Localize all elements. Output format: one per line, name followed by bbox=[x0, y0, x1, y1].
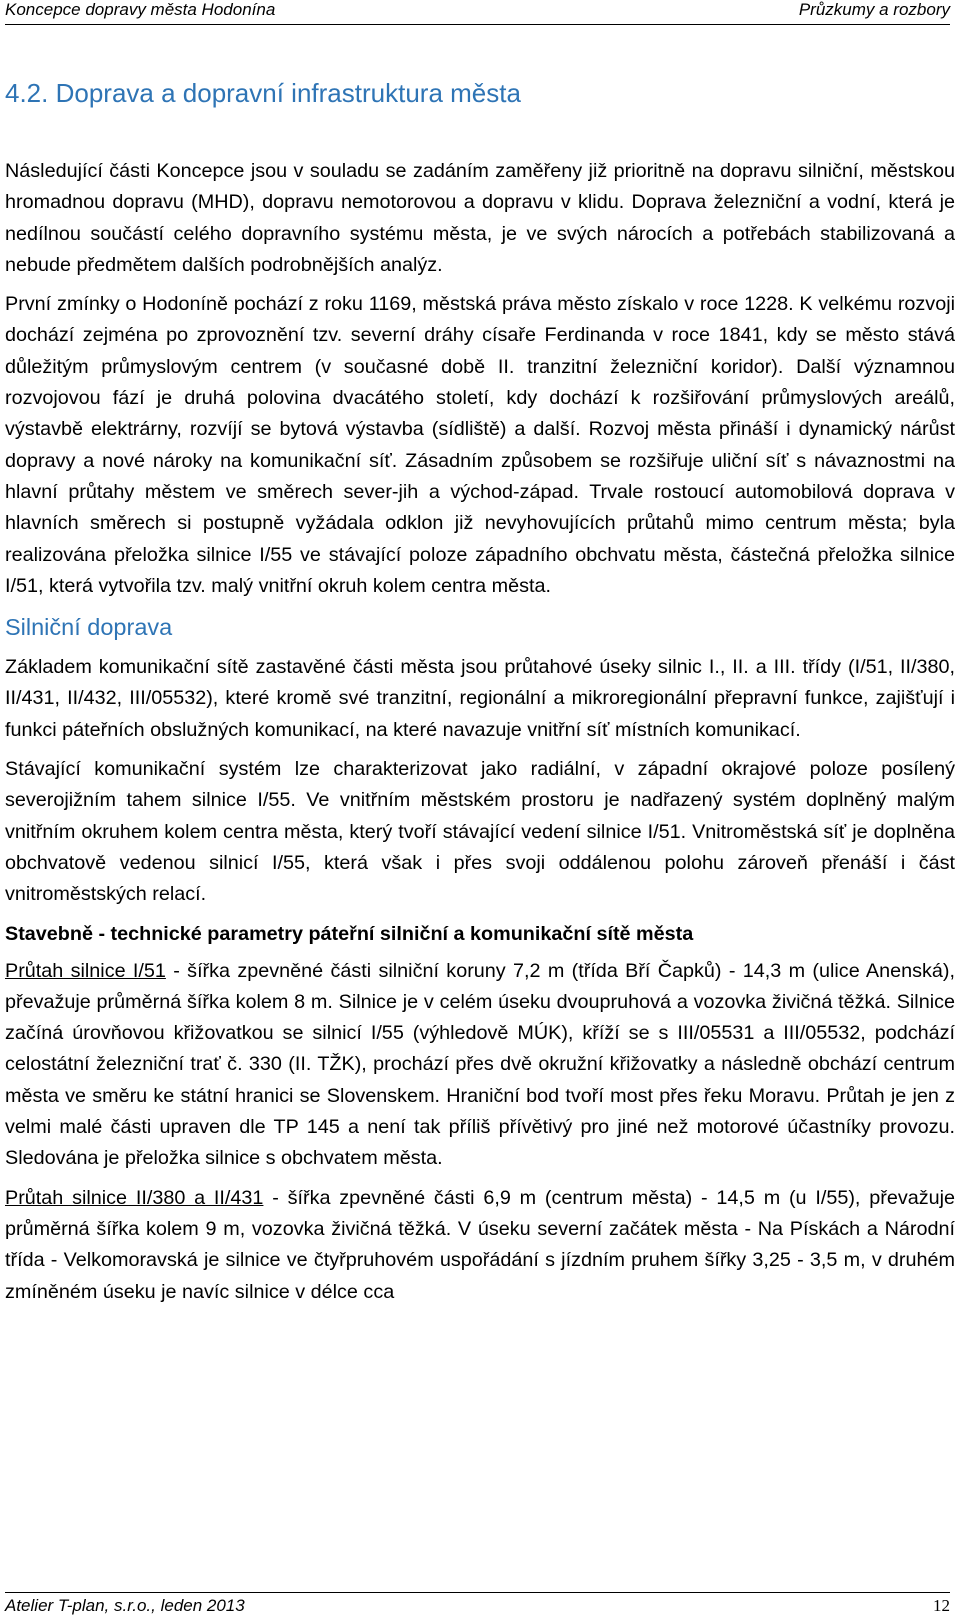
paragraph-road-system: Stávající komunikační systém lze charakterizovat jako radiální, v západní okrajové poloze posílený severojižním tahem silnice I/55. Ve vnitřním městském prostoru je nadřazený systém doplněný malým vnitřním okruhem kolem centra města, který tvoří stávající vedení silnice I/51. Vnitroměstská síť je doplněna obchvatově vedenou silnicí I/55, která však i přes svoji oddálenou polohu zároveň přenáší i část vnitroměstských relací. bbox=[5, 758, 955, 906]
section-title: 4.2. Doprava a dopravní infrastruktura města bbox=[5, 78, 521, 108]
page-header bbox=[5, 0, 950, 25]
page-footer bbox=[5, 1592, 950, 1615]
paragraph-road-network: Základem komunikační sítě zastavěné části města jsou průtahové úseky silnic I., II. a III. třídy (I/51, II/380, II/431, II/432, III/05532), které kromě své tranzitní, regionální a mikroregionální přepravní funkce, zajišťují i funkci páteřních obslužných komunikací, na které navazuje vnitřní síť místních komunikací. bbox=[5, 656, 955, 741]
road-i51-text: - šířka zpevněné části silniční koruny 7,2 m (třída Bří Čapků) - 14,3 m (ulice Anenská), převažuje průměrná šířka kolem 8 m. Silnice je v celém úseku dvoupruhová a vozovka živičná těžká. Silnice začíná úrovňovou křižovatkou se silnicí I/55 (výhledově MÚK), kříží se s III/05531 a III/05532, podchází celostátní železniční trať č. 330 (II. TŽK), prochází přes dvě okružní křižovatky a následně obchází centrum města ve směru ke státní hranici se Slovenskem. Hraniční bod tvoří most přes řeku Moravu. Průtah je jen z velmi malé části upraven dle TP 145 a není tak příliš přívětivý pro jiné než motorové účastníky provozu. Sledována je přeložka silnice s obchvatem města. bbox=[5, 959, 955, 1170]
document-body bbox=[5, 156, 955, 1316]
road-ii380-label: Průtah silnice II/380 a II/431 bbox=[5, 1186, 264, 1209]
road-i51-label: Průtah silnice I/51 bbox=[5, 959, 166, 982]
header-section-name: Průzkumy a rozbory bbox=[798, 0, 950, 19]
header-document-title: Koncepce dopravy města Hodonína bbox=[5, 0, 276, 19]
paragraph-road-i51 bbox=[5, 956, 955, 1175]
paragraph-intro: Následující části Koncepce jsou v souladu se zadáním zaměřeny již prioritně na dopravu silniční, městskou hromadnou dopravu (MHD), dopravu nemotorovou a dopravu v klidu. Doprava železniční a vodní, která je nedílnou součástí celého dopravního systému města, je ve svých nárocích a potřebách stabilizovaná a nebude předmětem dalších podrobnějších analýz. bbox=[5, 160, 955, 276]
footer-company: Atelier T-plan, s.r.o., leden 2013 bbox=[5, 1596, 245, 1615]
paragraph-road-ii380 bbox=[5, 1183, 955, 1308]
subheading-technical-parameters: Stavebně - technické parametry páteřní silniční a komunikační sítě města bbox=[5, 922, 694, 945]
subheading-road-transport: Silniční doprava bbox=[5, 614, 173, 641]
road-ii380-text: - šířka zpevněné části 6,9 m (centrum města) - 14,5 m (u I/55), převažuje průměrná šířka kolem 9 m, vozovka živičná těžká. V úseku severní začátek města - Na Pískách a Národní třída - Velkomoravská je silnice ve čtyřpruhovém uspořádání s jízdním pruhem šířky 3,25 - 3,5 m, v druhém zmíněném úseku je navíc silnice v délce cca bbox=[5, 1186, 956, 1303]
paragraph-history: První zmínky o Hodoníně pochází z roku 1169, městská práva město získalo v roce 1228. K velkému rozvoji dochází zejména po zprovoznění tzv. severní dráhy císaře Ferdinanda v roce 1841, kdy se město stává důležitým průmyslovým centrem (v současné době II. tranzitní železniční koridor). Další významnou rozvojovou fází je druhá polovina dvacátého století, kdy dochází k rozšiřování průmyslových areálů, výstavbě elektrárny, rozvíjí se bytová výstavba (sídliště) a další. Rozvoj města přináší i dynamický nárůst dopravy a nové nároky na komunikační síť. Zásadním způsobem se rozšiřuje uliční síť s návaznostmi na hlavní průtahy městem ve směrech sever-jih a východ-západ. Trvale rostoucí automobilová doprava v hlavních směrech si postupně vyžádala odklon již nevyhovujících průtahů mimo centrum města; byla realizována přeložka silnice I/55 ve stávající poloze západního obchvatu města, částečná přeložka silnice I/51, která vytvořila tzv. malý vnitřní okruh kolem centra města. bbox=[5, 293, 955, 597]
page-number: 12 bbox=[933, 1596, 950, 1615]
